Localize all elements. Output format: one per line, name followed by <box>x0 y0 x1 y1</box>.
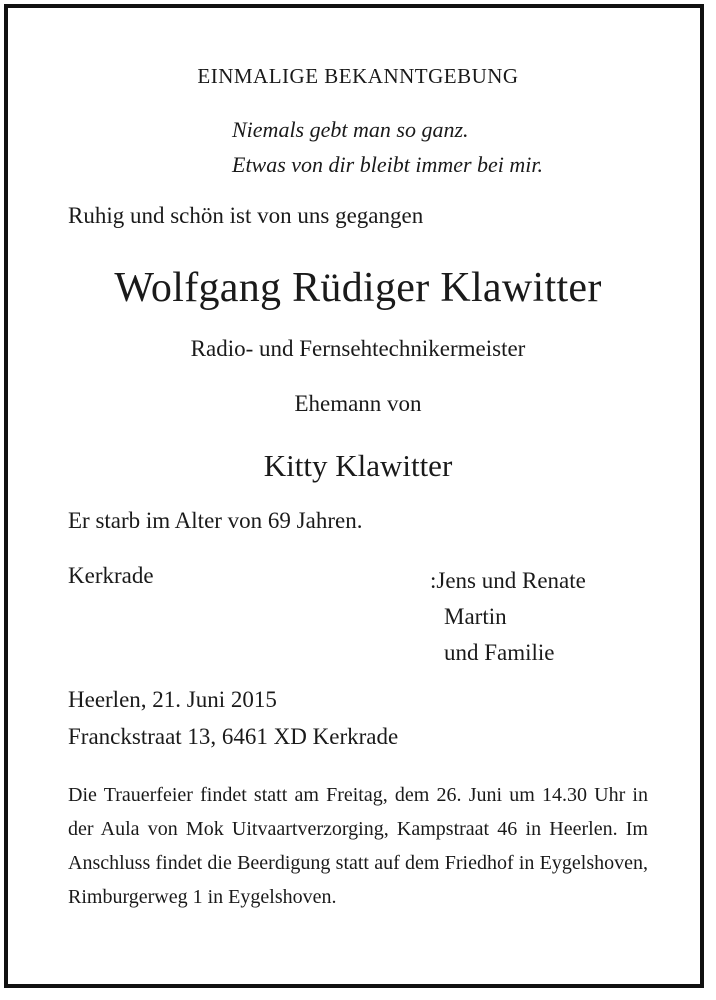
funeral-details: Die Trauerfeier findet statt am Freitag, dem 26. Juni um 14.30 Uhr in der Aula von Mok Uitvaartverzorging, Kampstraat 46 in Heerlen. Im Anschluss findet die Beerdigung statt auf dem Friedhof in Eygelshoven, Rimburgerweg 1 in Eygelshoven. <box>68 784 648 908</box>
mourner-line: Martin <box>444 604 507 629</box>
date-line: Heerlen, 21. Juni 2015 <box>68 687 277 712</box>
intro-text: Ruhig und schön ist von uns gegangen <box>68 203 424 228</box>
mourner-line: :Jens und Renate <box>430 568 586 593</box>
mourner-line: und Familie <box>444 640 555 665</box>
deceased-name: Wolfgang Rüdiger Klawitter <box>114 265 602 311</box>
place-name: Kerkrade <box>68 563 154 588</box>
profession: Radio- und Fernsehtechnikermeister <box>190 336 526 361</box>
mourners-list <box>430 563 586 671</box>
age-statement: Er starb im Alter von 69 Jahren. <box>68 508 363 533</box>
address-line: Franckstraat 13, 6461 XD Kerkrade <box>68 724 399 749</box>
relation-text: Ehemann von <box>294 391 422 416</box>
spouse-name: Kitty Klawitter <box>263 448 453 483</box>
motto-line-2: Etwas von dir bleibt immer bei mir. <box>232 152 544 177</box>
notice-header: EINMALIGE BEKANNTGEBUNG <box>197 64 519 88</box>
motto-line-1: Niemals gebt man so ganz. <box>232 117 469 142</box>
